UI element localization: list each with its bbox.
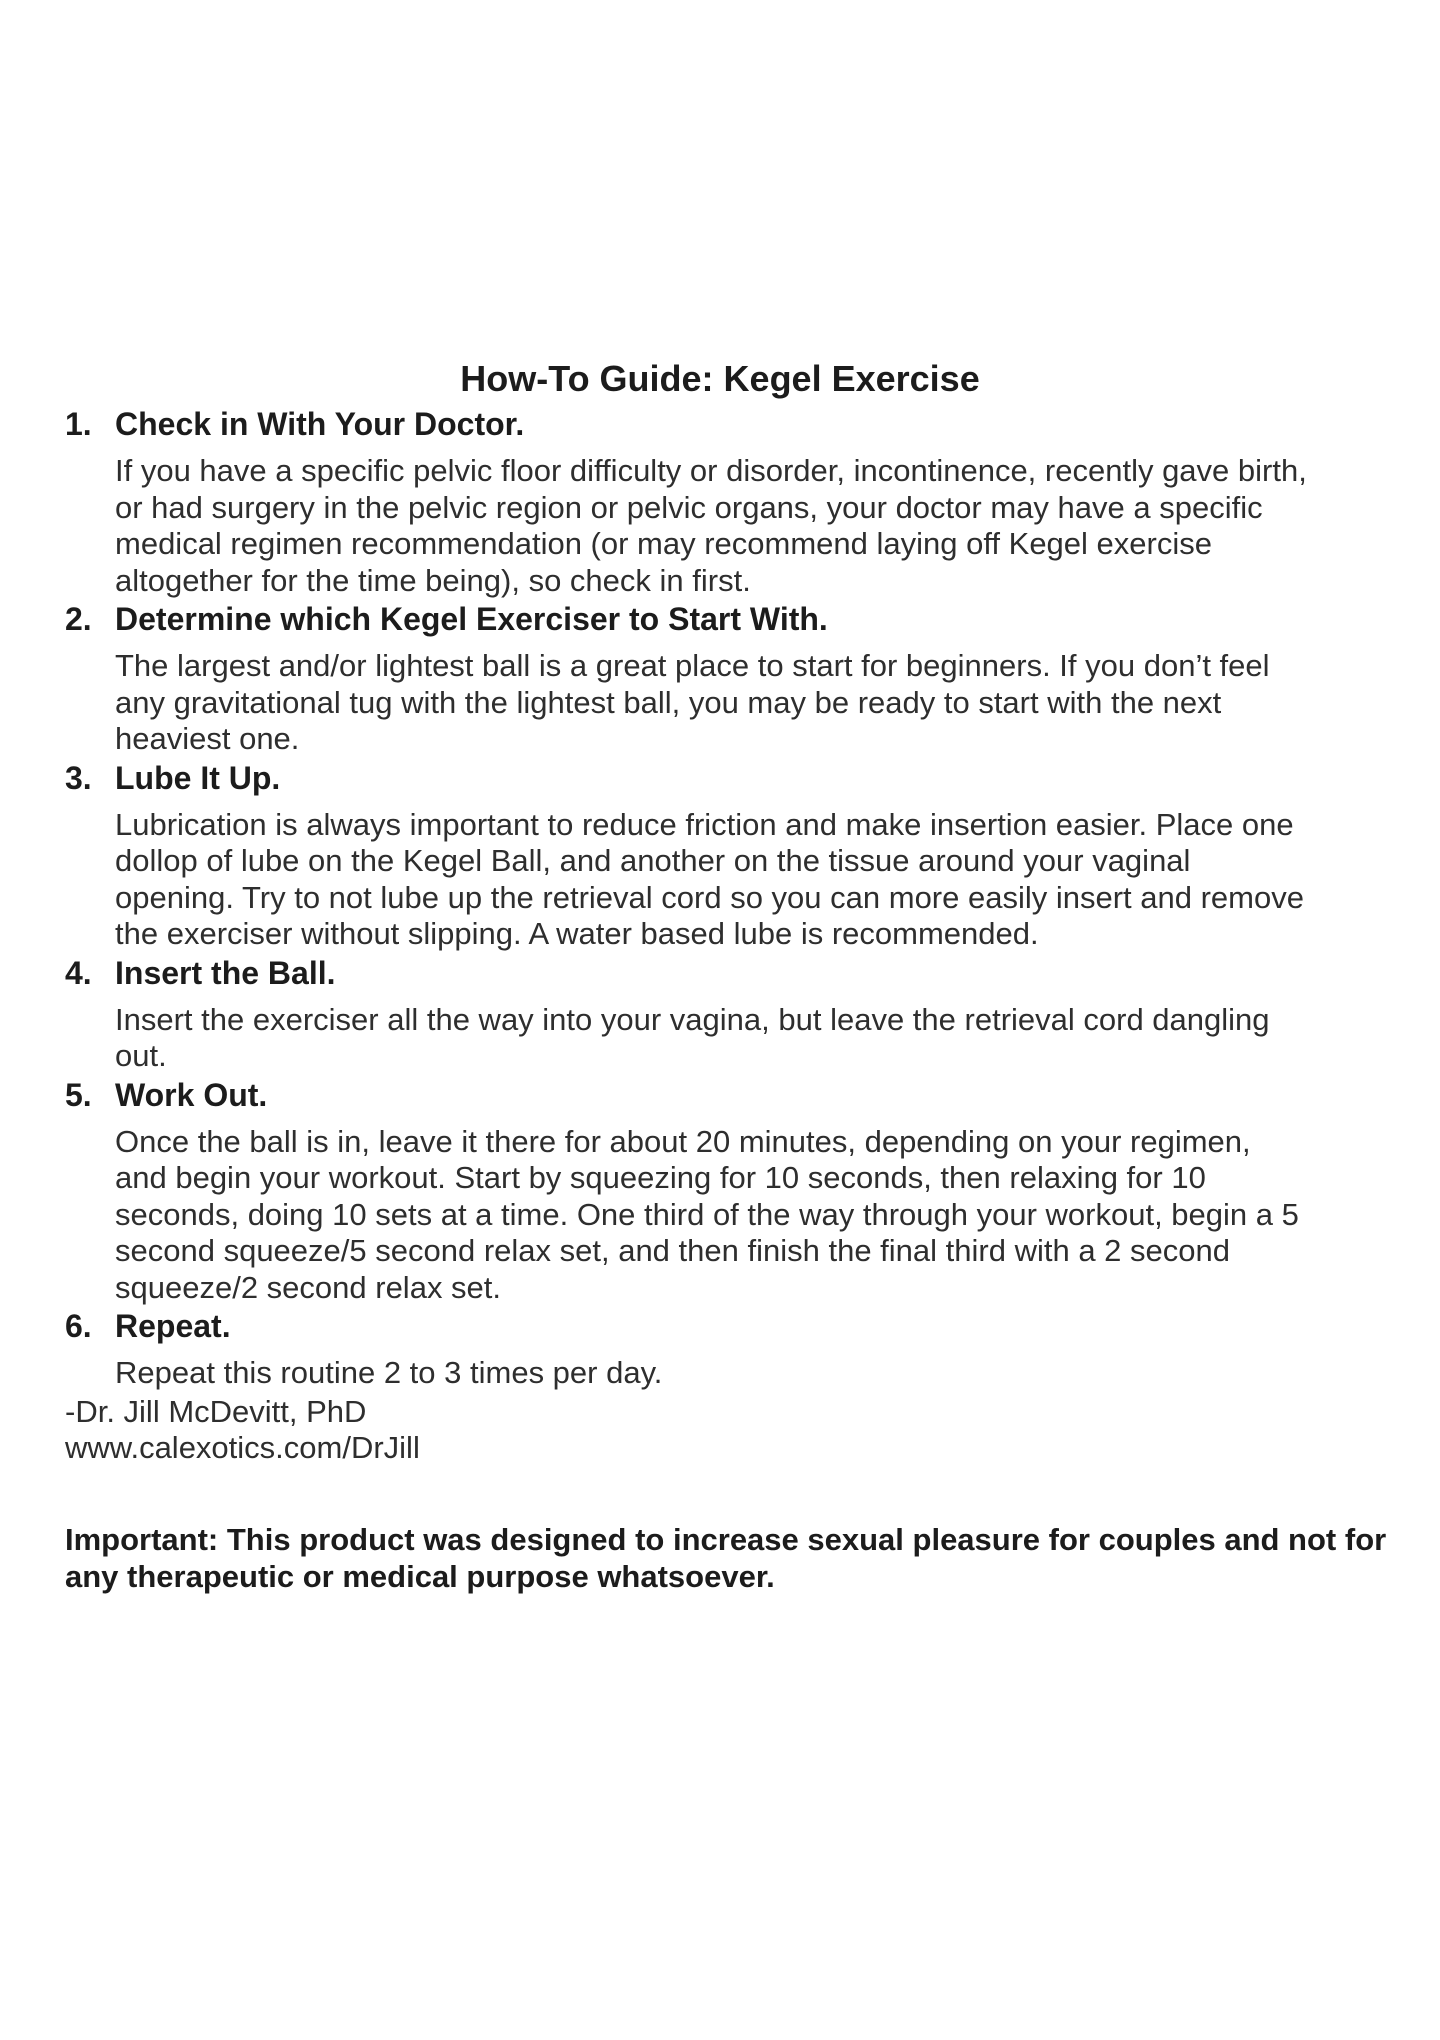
step-number: 5. bbox=[65, 1076, 92, 1113]
step-heading-row bbox=[65, 760, 1440, 797]
page-title: How-To Guide: Kegel Exercise bbox=[460, 358, 980, 399]
step-heading: Insert the Ball. bbox=[115, 954, 336, 991]
step-item bbox=[65, 406, 1440, 599]
step-heading-row bbox=[65, 601, 1440, 638]
step-heading-row bbox=[65, 406, 1440, 443]
step-list bbox=[65, 406, 1440, 1392]
step-body: If you have a specific pelvic floor difficulty or disorder, incontinence, recently gave birth, or had surgery in the pelvic region or pelvic organs, your doctor may have a specific medical regimen recommendation (or may recommend laying off Kegel exercise altogether for the time being), so check in first. bbox=[115, 453, 1307, 598]
step-heading-row bbox=[65, 955, 1440, 992]
step-number: 2. bbox=[65, 601, 92, 637]
step-heading: Repeat. bbox=[115, 1308, 231, 1344]
step-heading-row bbox=[65, 1308, 1440, 1345]
step-heading: Check in With Your Doctor. bbox=[115, 406, 525, 442]
important-disclaimer: Important: This product was designed to increase sexual pleasure for couples and not for any therapeutic or medical purpose whatsoever. bbox=[65, 1521, 1387, 1594]
step-body: Lubrication is always important to reduce friction and make insertion easier. Place one dollop of lube on the Kegel Ball, and another on the tissue around your vaginal opening. Try to not lube up the retrieval cord so you can more easily insert and remove the exerciser without slipping. A water based lube is recommended. bbox=[115, 806, 1304, 951]
step-item bbox=[65, 601, 1440, 758]
step-number: 3. bbox=[65, 759, 92, 796]
step-item bbox=[65, 760, 1440, 953]
step-heading: Lube It Up. bbox=[115, 759, 281, 796]
step-number: 4. bbox=[65, 954, 92, 991]
website-url: www.calexotics.com/DrJill bbox=[65, 1430, 420, 1465]
step-item bbox=[65, 1077, 1440, 1307]
step-item bbox=[65, 955, 1440, 1075]
step-body: Once the ball is in, leave it there for about 20 minutes, depending on your regimen, and begin your workout. Start by squeezing for 10 seconds, then relaxing for 10 seconds, doing 10 sets at a time. One third of the way through your workout, begin a 5 second squeeze/5 second relax set, and then finish the final third with a 2 second squeeze/2 second relax set. bbox=[115, 1123, 1299, 1305]
step-body: Insert the exerciser all the way into your vagina, but leave the retrieval cord dangling out. bbox=[115, 1001, 1270, 1073]
step-heading: Determine which Kegel Exerciser to Start With. bbox=[115, 601, 828, 637]
step-number: 1. bbox=[65, 406, 92, 442]
step-heading-row bbox=[65, 1077, 1440, 1114]
step-body: Repeat this routine 2 to 3 times per day. bbox=[115, 1355, 663, 1390]
step-heading: Work Out. bbox=[115, 1076, 268, 1113]
step-body: The largest and/or lightest ball is a great place to start for beginners. If you don’t feel any gravitational tug with the lightest ball, you may be ready to start with the next heaviest one. bbox=[115, 648, 1270, 756]
step-item bbox=[65, 1308, 1440, 1392]
author-byline: -Dr. Jill McDevitt, PhD bbox=[65, 1393, 367, 1429]
step-number: 6. bbox=[65, 1308, 92, 1344]
